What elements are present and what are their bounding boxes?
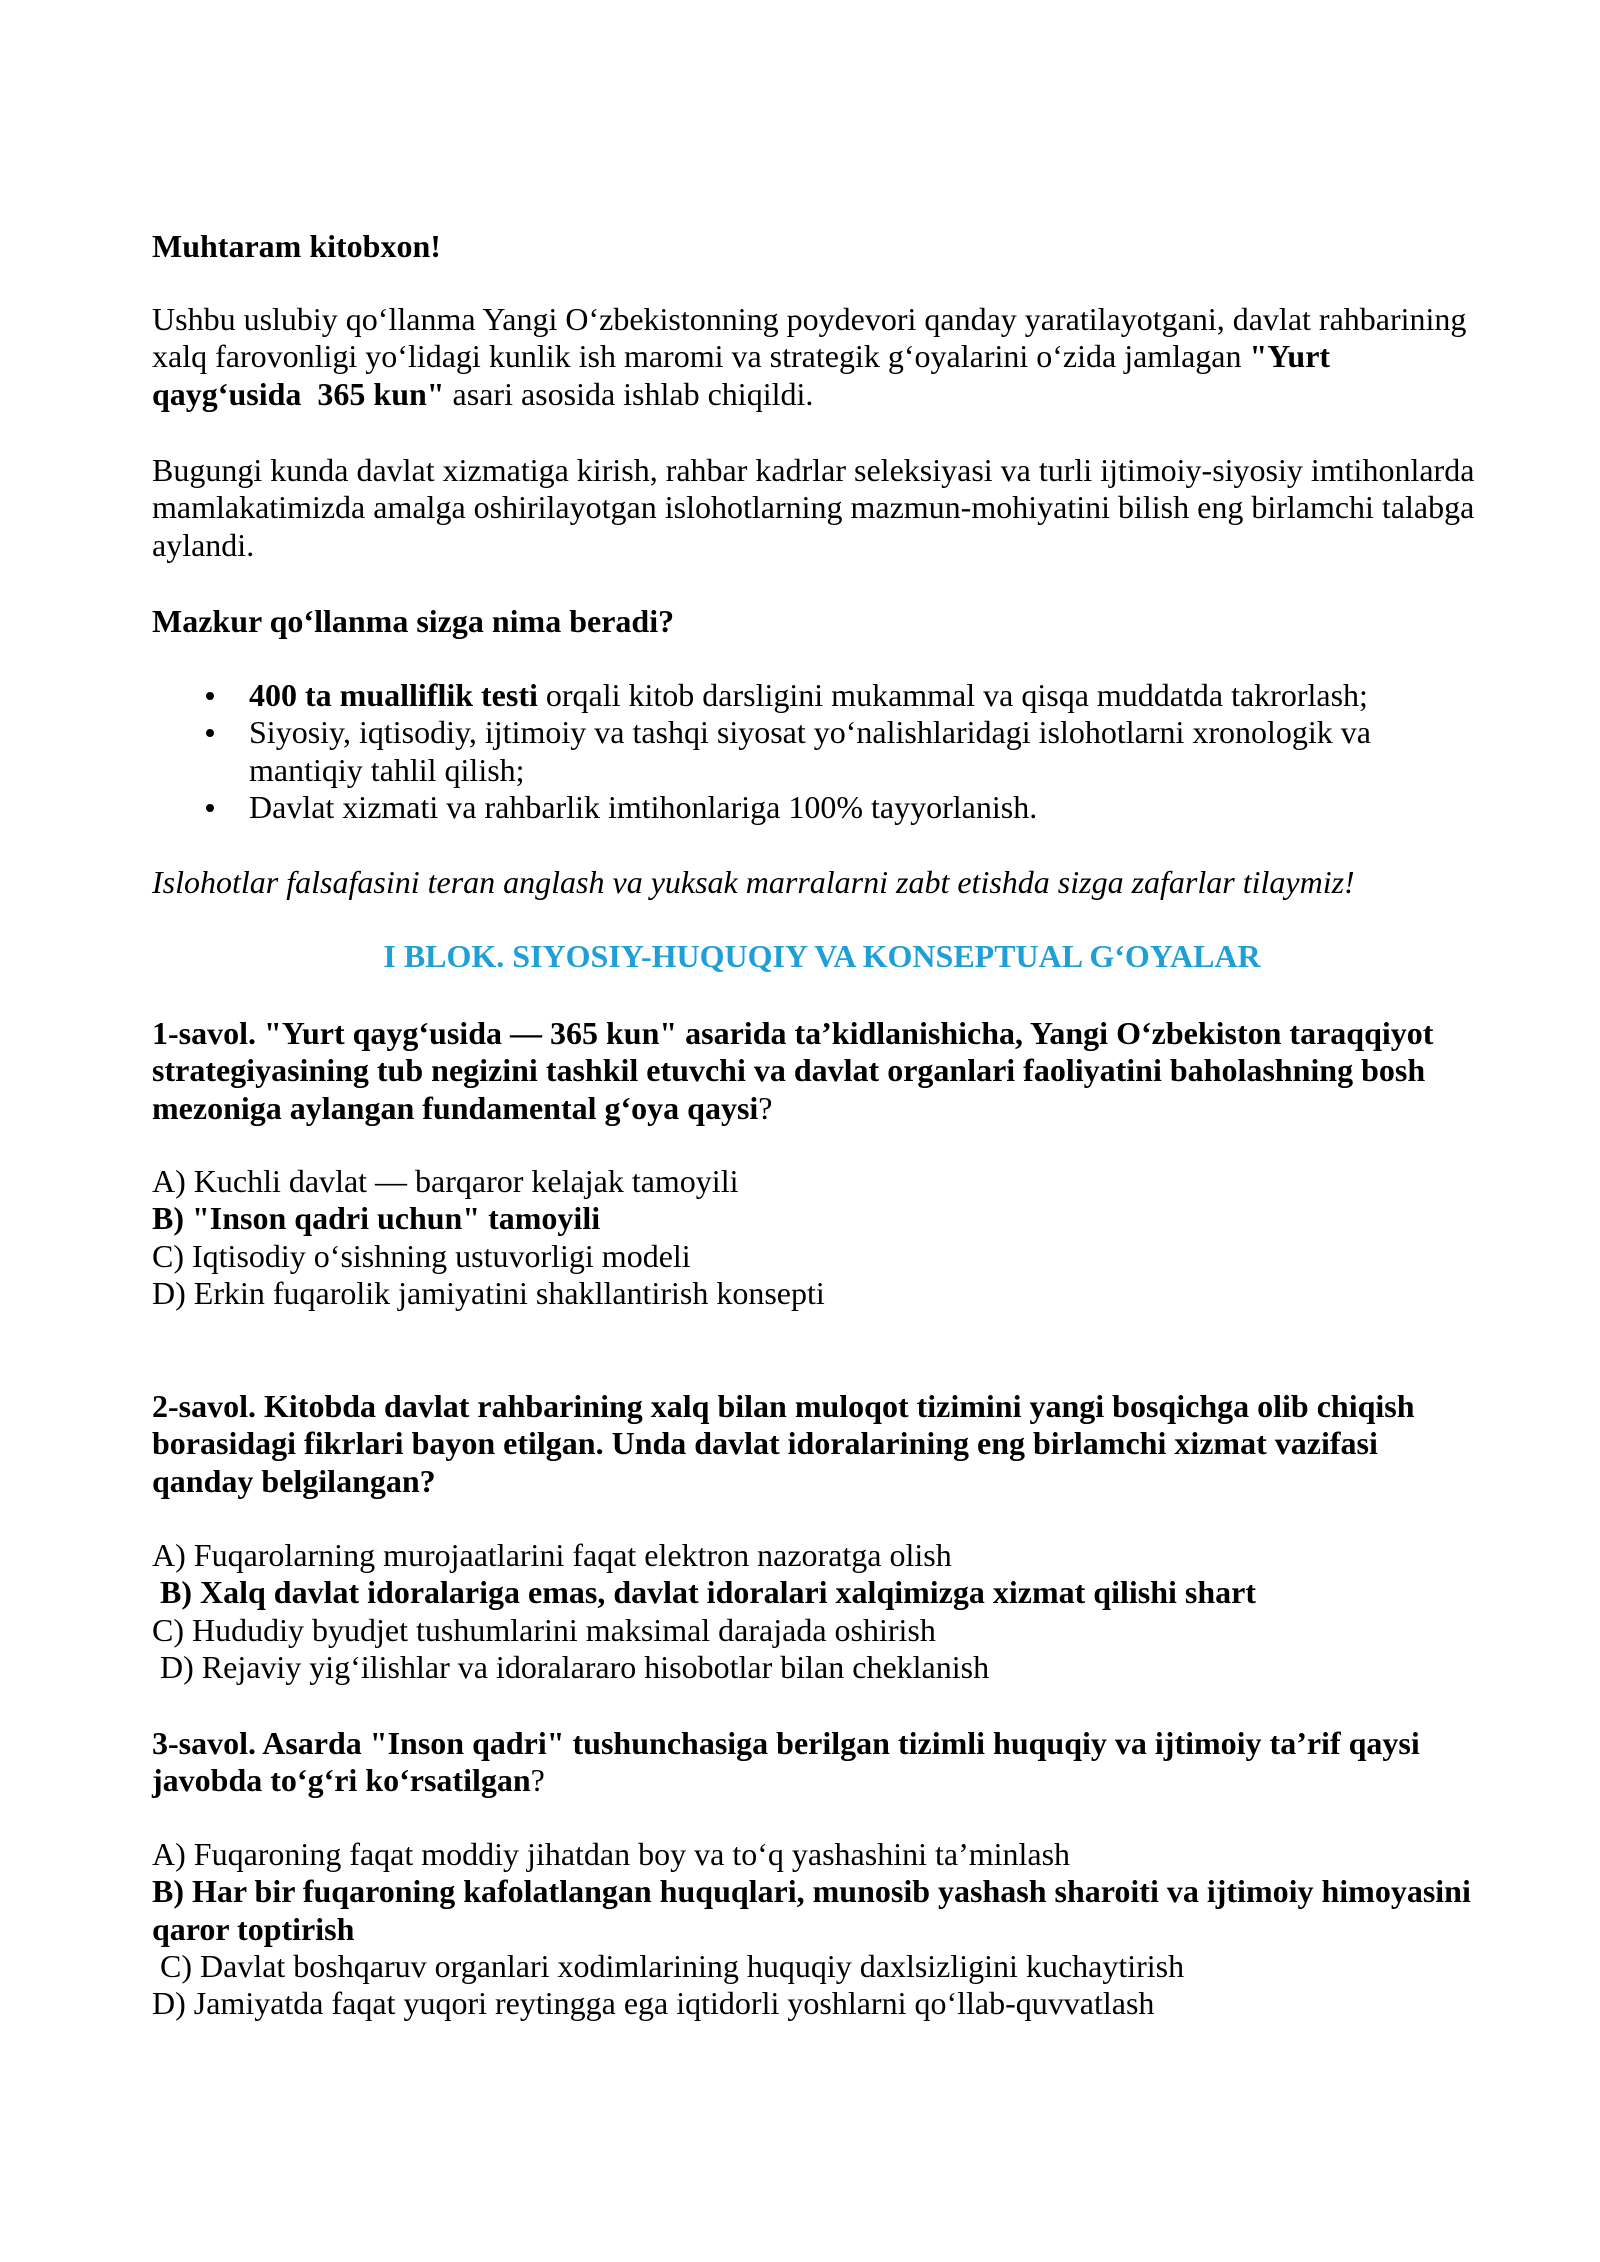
option-a: A) Kuchli davlat — barqaror kelajak tamoyili <box>152 1163 739 1199</box>
question-3-options <box>152 1836 1471 2022</box>
option-a: A) Fuqarolarning murojaatlarini faqat elektron nazoratga olish <box>152 1537 952 1573</box>
option-b: B) "Inson qadri uchun" tamoyili <box>152 1200 601 1237</box>
paragraph-line: Bugungi kunda davlat xizmatiga kirish, rahbar kadrlar seleksiyasi va turli ijtimoiy-siyosiy imtihonlarda <box>152 452 1475 488</box>
option-c: C) Iqtisodiy o‘sishning ustuvorligi modeli <box>152 1237 691 1274</box>
question-text-bold: javobda to‘g‘ri ko‘rsatilgan <box>152 1762 531 1799</box>
option-c: C) Hududiy byudjet tushumlarini maksimal darajada oshirish <box>152 1611 936 1648</box>
question-text: borasidagi fikrlari bayon etilgan. Unda davlat idoralarining eng birlamchi xizmat vazifasi <box>152 1425 1378 1462</box>
closing-wish: Islohotlar falsafasini teran anglash va yuksak marralarni zabt etishda sizga zafarlar tilaymiz! <box>152 864 1355 900</box>
list-item <box>249 789 1371 826</box>
bullet-icon <box>206 804 214 812</box>
option-b: B) Xalq davlat idoralariga emas, davlat idoralari xalqimizga xizmat qilishi shart <box>152 1574 1256 1611</box>
paragraph-line: mamlakatimizda amalga oshirilayotgan islohotlarning mazmun-mohiyatini bilish eng birlamchi talabga <box>152 489 1475 526</box>
list-item <box>249 714 1371 789</box>
list-item-plain: orqali kitob darsligini mukammal va qisqa muddatda takrorlash; <box>537 677 1368 713</box>
question-text: 3-savol. Asarda "Inson qadri" tushunchasiga berilgan tizimli huquqiy va ijtimoiy ta’rif qaysi <box>152 1725 1420 1761</box>
benefits-heading: Mazkur qo‘llanma sizga nima beradi? <box>152 603 675 639</box>
option-a: A) Fuqaroning faqat moddiy jihatdan boy va to‘q yashashini ta’minlash <box>152 1836 1071 1872</box>
book-title: "Yurt <box>1249 338 1331 375</box>
question-2 <box>152 1388 1415 1500</box>
paragraph-line <box>152 376 1466 413</box>
list-item-text: mantiqiy tahlil qilish; <box>249 751 525 788</box>
question-text <box>152 1090 1433 1127</box>
list-item-text: Siyosiy, iqtisodiy, ijtimoiy va tashqi siyosat yo‘nalishlaridagi islohotlarni xronologik va <box>249 714 1371 751</box>
question-text: 2-savol. Kitobda davlat rahbarining xalq bilan muloqot tizimini yangi bosqichga olib chiqish <box>152 1388 1415 1424</box>
paragraph-line <box>152 338 1466 375</box>
question-text <box>152 1762 1420 1799</box>
list-item-text <box>249 677 1371 714</box>
list-item-text: Davlat xizmati va rahbarlik imtihonlariga 100% tayyorlanish. <box>249 788 1038 825</box>
option-d: D) Jamiyatda faqat yuqori reytingga ega iqtidorli yoshlarni qo‘llab-quvvatlash <box>152 1985 1155 2022</box>
intro-paragraph-2 <box>152 452 1474 564</box>
option-b: B) Har bir fuqaroning kafolatlangan huquqlari, munosib yashash sharoiti va ijtimoiy himoyasini <box>152 1873 1471 1910</box>
section-title: I BLOK. SIYOSIY-HUQUQIY VA KONSEPTUAL G‘OYALAR <box>383 938 1261 974</box>
question-text: strategiyasining tub negizini tashkil etuvchi va davlat organlari faoliyatini baholashning bosh <box>152 1052 1426 1089</box>
option-b-continued: qaror toptirish <box>152 1910 355 1947</box>
paragraph-text: asari asosida ishlab chiqildi. <box>444 375 814 412</box>
question-1-options <box>152 1163 825 1312</box>
list-item <box>249 677 1371 714</box>
option-d: D) Erkin fuqarolik jamiyatini shakllantirish konsepti <box>152 1274 825 1311</box>
question-text: 1-savol. "Yurt qayg‘usida — 365 kun" asarida ta’kidlanishicha, Yangi O‘zbekiston taraqqiyot <box>152 1015 1434 1051</box>
bullet-icon <box>206 692 214 700</box>
question-1 <box>152 1015 1433 1127</box>
book-title: qayg‘usida 365 kun" <box>152 375 445 412</box>
option-d: D) Rejaviy yig‘ilishlar va idoralararo hisobotlar bilan cheklanish <box>152 1648 990 1685</box>
greeting: Muhtaram kitobxon! <box>152 228 441 264</box>
paragraph-line: aylandi. <box>152 526 255 563</box>
question-3 <box>152 1725 1420 1800</box>
option-c: C) Davlat boshqaruv organlari xodimlarining huquqiy daxlsizligini kuchaytirish <box>152 1947 1185 1984</box>
intro-paragraph-1 <box>152 301 1466 413</box>
paragraph-text: xalq farovonligi yo‘lidagi kunlik ish maromi va strategik g‘oyalarini o‘zida jamlagan <box>152 338 1250 375</box>
list-item-bold: 400 ta mualliflik testi <box>249 677 538 713</box>
question-text: qanday belgilangan? <box>152 1462 436 1499</box>
question-text-bold: mezoniga aylangan fundamental g‘oya qaysi <box>152 1089 759 1126</box>
bullet-icon <box>206 729 214 737</box>
benefits-list <box>249 677 1371 826</box>
question-mark: ? <box>758 1089 773 1126</box>
question-2-options <box>152 1537 1256 1686</box>
question-mark: ? <box>530 1762 545 1799</box>
paragraph-line: Ushbu uslubiy qo‘llanma Yangi O‘zbekistonning poydevori qanday yaratilayotgani, davlat rahbarining <box>152 301 1467 337</box>
